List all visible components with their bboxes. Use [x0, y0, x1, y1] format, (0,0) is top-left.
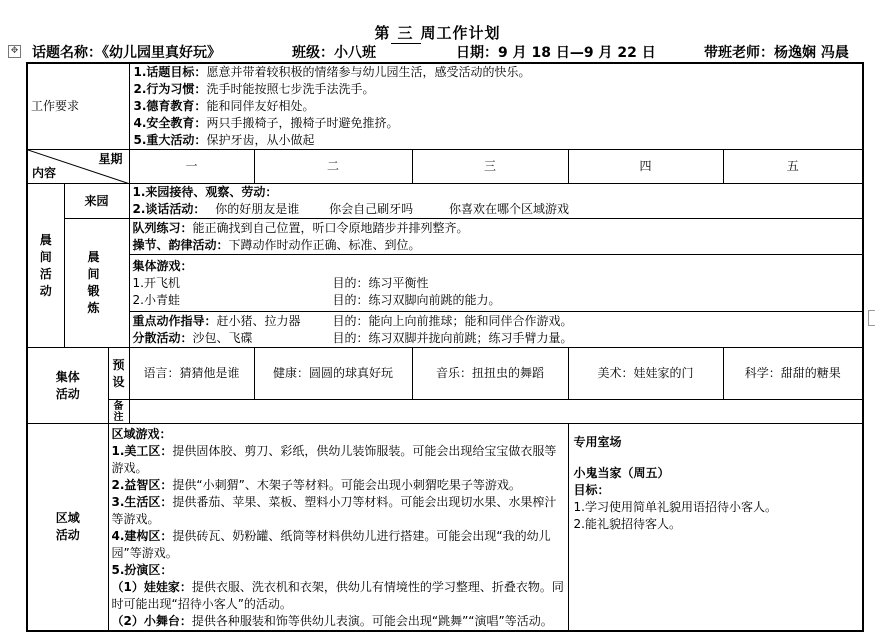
zone-item: （2）小舞台：提供各种服装和饰等供幼儿表演。可能会出现“跳舞”“演唱”等活动。	[111, 614, 553, 628]
special-goal: 1.学习使用简单礼貌用语招待小客人。	[573, 500, 777, 514]
requirement-item: 3.德育教育：能和同伴友好相处。	[133, 99, 315, 113]
lesson-mon: 语言：猜猜他是谁	[129, 348, 254, 400]
topic-name: 话题名称：《幼儿园里真好玩》	[32, 45, 221, 61]
group-activity-label: 集体活动	[27, 348, 108, 424]
lesson-tue: 健康：圆圆的球真好玩	[254, 348, 412, 400]
exercise-row-games	[27, 255, 863, 312]
arrival-row	[27, 184, 863, 219]
morning-exercise-label: 晨间锻炼	[64, 219, 129, 348]
table-resize-handle[interactable]	[868, 310, 875, 326]
special-goal: 2.能礼貌招待客人。	[573, 517, 681, 531]
weekday-thu: 四	[568, 150, 723, 184]
requirements-label: 工作要求	[27, 63, 129, 150]
teacher-names: 带班老师：杨逸娴 冯晨	[704, 45, 849, 61]
group-activity-row	[27, 348, 863, 400]
weekday-fri: 五	[723, 150, 863, 184]
preset-label: 预设	[108, 348, 129, 400]
corner-weekday-label: 星期	[98, 152, 123, 166]
zone-item: 4.建构区：提供砖瓦、奶粉罐、纸筒等材料供幼儿进行搭建。可能会出现“我的幼儿园”等游戏。	[111, 529, 551, 560]
page-title	[0, 22, 875, 44]
zone-item: 5.扮演区：	[111, 563, 173, 577]
lesson-thu: 美术：娃娃家的门	[568, 348, 723, 400]
zone-item: 3.生活区：提供番茄、苹果、菜板、塑料小刀等材料。可能会出现切水果、水果榨汁等游戏。	[111, 495, 557, 526]
requirement-item: 5.重大活动：保护牙齿，从小做起	[133, 133, 315, 147]
notes-row	[27, 400, 863, 424]
queue-exercise: 队列练习：能正确找到自己位置，听口令原地踏步并排列整齐。 操节、韵律活动：下蹲动作时动作正确、标准、到位。	[129, 219, 863, 255]
special-goal-label: 目标：	[573, 483, 610, 497]
requirement-item: 2.行为习惯：洗手时能按照七步洗手法洗手。	[133, 82, 375, 96]
title-prefix: 第	[374, 24, 391, 42]
exercise-row-queue	[27, 219, 863, 255]
lesson-wed: 音乐：扭扭虫的舞蹈	[412, 348, 568, 400]
requirements-row	[27, 63, 863, 150]
area-activity-row	[27, 424, 863, 632]
title-suffix: 周工作计划	[420, 24, 501, 42]
class-name: 班级：小八班	[292, 45, 376, 61]
game-name: 2.小青蛙	[132, 292, 180, 307]
zone-item: （1）娃娃家：提供衣服、洗衣机和衣架，供幼儿有情境性的学习整理、折叠衣物。同时可能出现“招待小客人”的活动。	[111, 580, 564, 611]
arrival-line1: 1.来园接待、观察、劳动：	[132, 185, 278, 199]
group-games: 集体游戏： 1.开飞机 目的：练习平衡性 2.小青蛙 目的：练习双脚向前跳的能力。	[129, 255, 863, 312]
notes-content[interactable]	[129, 400, 863, 424]
weekday-row	[27, 150, 863, 184]
special-room-name: 小鬼当家（周五）	[573, 466, 670, 480]
zone-item: 2.益智区：提供“小刺猬”、木架子等材料。可能会出现小刺猬吃果子等游戏。	[111, 478, 521, 492]
weekday-corner-cell	[27, 150, 129, 184]
area-games	[108, 424, 568, 632]
requirements-content	[129, 63, 863, 150]
area-activity-label: 区域活动	[27, 424, 108, 632]
game-goal: 目的：练习双脚向前跳的能力。	[332, 292, 501, 307]
game-name: 1.开飞机	[132, 275, 180, 290]
lesson-fri: 科学：甜甜的糖果	[723, 348, 863, 400]
weekly-plan-table	[26, 62, 864, 632]
exercise-row-key	[27, 312, 863, 348]
key-action-guidance: 重点动作指导：赶小猪、拉力器 目的：能向上向前推球；能和同伴合作游戏。 分散活动：沙包、飞碟 目的：练习双脚并拢向前跳；练习手臂力量。	[129, 312, 863, 348]
table-move-handle-icon[interactable]: ✥	[8, 45, 21, 58]
special-room-heading: 专用室场	[573, 435, 622, 449]
morning-activity-label: 晨间活动	[27, 184, 64, 348]
weekday-wed: 三	[412, 150, 568, 184]
requirement-item: 4.安全教育：两只手搬椅子，搬椅子时避免推挤。	[133, 116, 399, 130]
talk-activity: 2.谈话活动： 你的好朋友是谁 你会自己刷牙吗 你喜欢在哪个区域游戏	[132, 202, 569, 216]
notes-label: 备注	[108, 400, 129, 424]
corner-content-label: 内容	[32, 166, 57, 180]
requirement-item: 1.话题目标：愿意并带着较积极的情绪参与幼儿园生活，感受活动的快乐。	[133, 65, 531, 79]
week-number: 三	[391, 22, 421, 44]
arrival-content	[129, 184, 863, 219]
game-goal: 目的：练习平衡性	[332, 275, 429, 290]
weekday-mon: 一	[129, 150, 254, 184]
date-range: 日期：9 月 18 日—9 月 22 日	[456, 45, 656, 61]
weekday-tue: 二	[254, 150, 412, 184]
arrival-label: 来园	[64, 184, 129, 219]
area-games-heading: 区域游戏：	[111, 427, 172, 441]
zone-item: 1.美工区：提供固体胶、剪刀、彩纸，供幼儿装饰服装。可能会出现给宝宝做衣服等游戏。	[111, 444, 557, 475]
special-room	[568, 424, 863, 632]
